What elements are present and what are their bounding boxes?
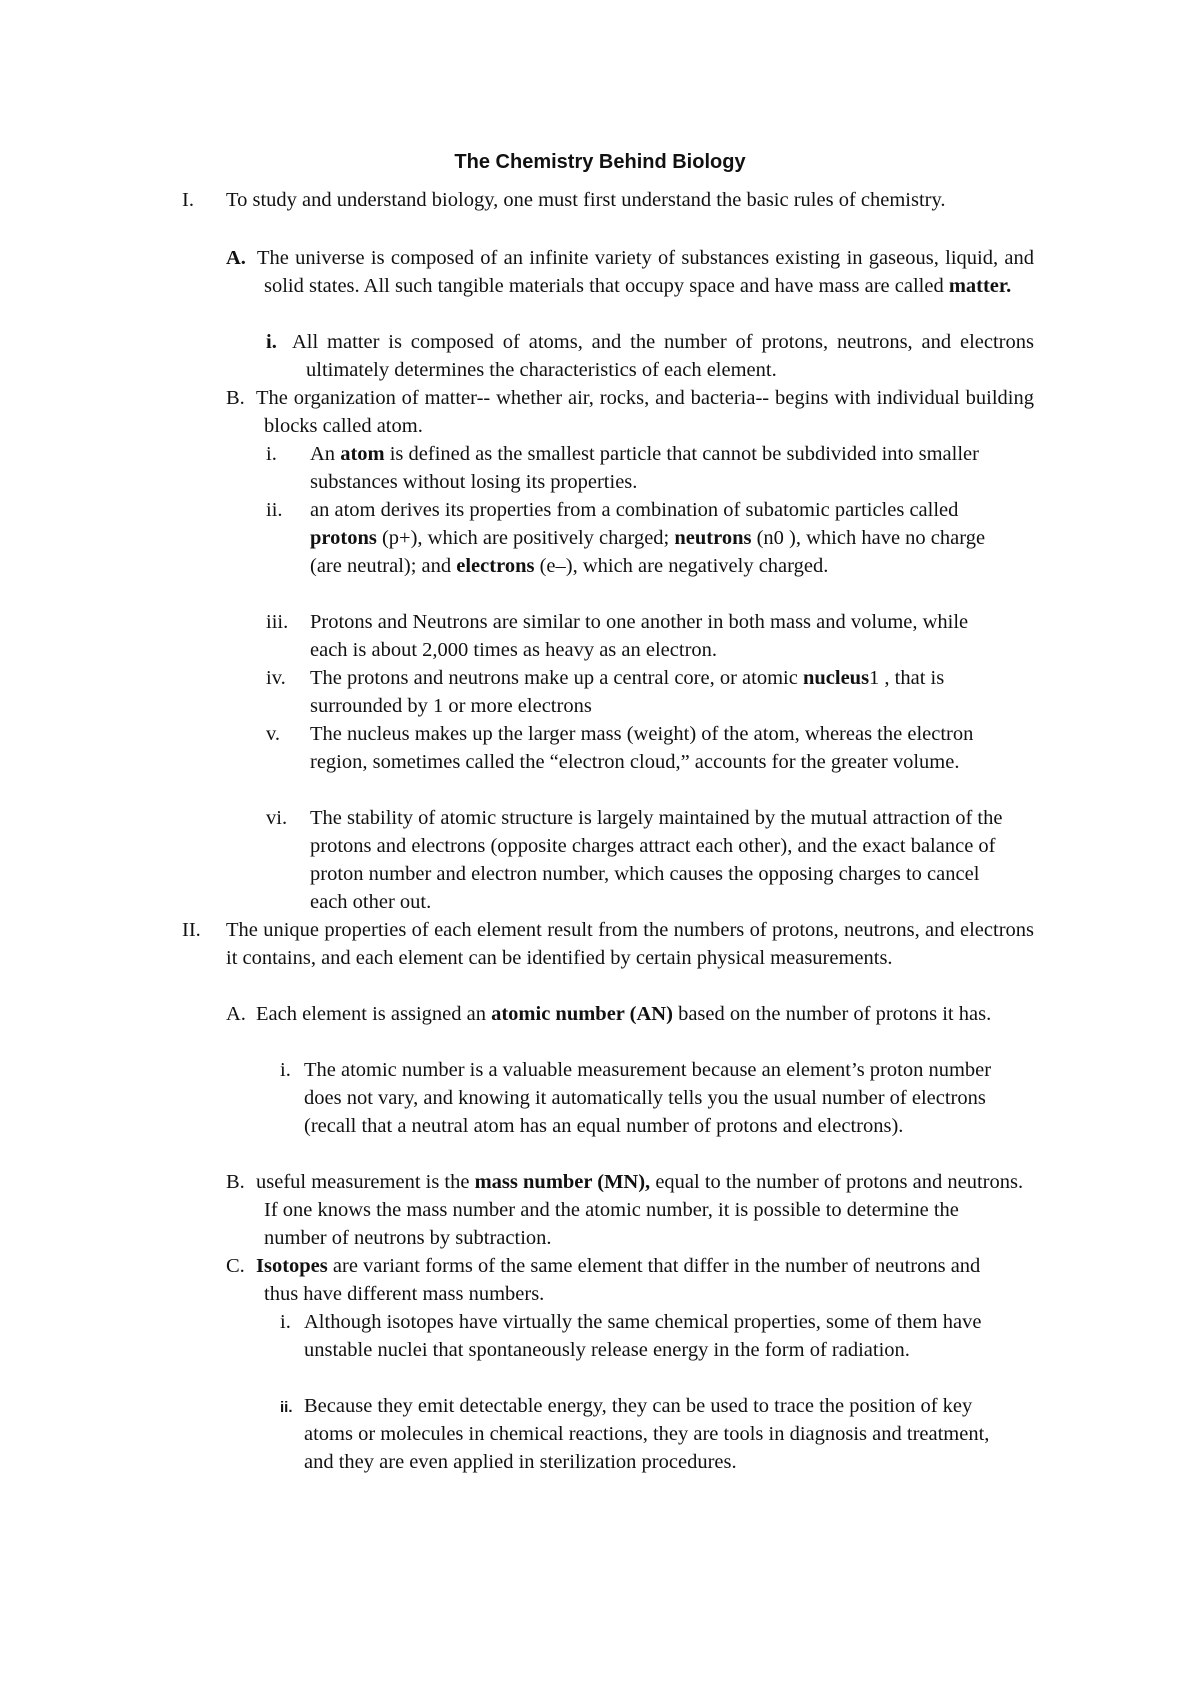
key-term-nucleus: nucleus: [802, 667, 870, 689]
subsection-text: [257, 244, 1034, 300]
subsection-label: B.: [226, 1171, 245, 1193]
item-text: Because they emit detectable energy, they can be used to trace the position of key atoms or molecules in chemical reactions, they are tools in diagnosis and treatment, and they are even applied in sterilization procedures.: [304, 1395, 990, 1473]
item-label: ii.: [266, 499, 283, 521]
subsection-text-part: useful measurement is the: [256, 1171, 475, 1193]
section-text: The unique properties of each element result from the numbers of protons, neutrons, and electrons it contains, and each element can be identified by certain physical measurements.: [226, 919, 1034, 969]
item-2-c-i: [0, 1308, 1200, 1392]
item-label: v.: [266, 723, 281, 745]
item-1-b-v: [0, 720, 1200, 804]
item-1-a-i: [0, 328, 1200, 384]
item-label: vi.: [266, 807, 288, 829]
section-1: [0, 186, 1200, 242]
subsection-label: A.: [226, 247, 246, 269]
item-1-b-ii: [0, 496, 1200, 608]
item-text-part: (n0 ), which have no charge (are neutral); and: [310, 527, 986, 577]
section-label: II.: [182, 919, 201, 941]
item-text-part: (p+), which are positively charged;: [376, 527, 675, 549]
section-label: I.: [182, 189, 194, 211]
subsection-text-part: equal to the number of protons and neutrons. If one knows the mass number and the atomic number, it is possible to determine the number of neutrons by subtraction.: [264, 1171, 1024, 1249]
key-term-atomic-number: atomic number (AN): [491, 1003, 673, 1025]
item-text: The nucleus makes up the larger mass (weight) of the atom, whereas the electron region, sometimes called the “electron cloud,” accounts for the greater volume.: [310, 723, 974, 773]
item-label: iii.: [266, 611, 289, 633]
subsection-1-a: [0, 244, 1200, 328]
subsection-2-a: [0, 1000, 1200, 1056]
item-text-part: The protons and neutrons make up a central core, or atomic: [310, 667, 803, 689]
item-text: Protons and Neutrons are similar to one another in both mass and volume, while each is about 2,000 times as heavy as an electron.: [310, 611, 969, 661]
item-1-b-iv: [0, 664, 1200, 720]
key-term-isotopes: Isotopes: [256, 1255, 328, 1277]
key-term-electrons: electrons: [456, 555, 535, 577]
item-1-b-iii: [0, 608, 1200, 664]
page-title: The Chemistry Behind Biology: [454, 151, 746, 173]
item-1-b-vi: [0, 804, 1200, 916]
subsection-text: [256, 1168, 1024, 1252]
subsection-text-part: are variant forms of the same element that differ in the number of neutrons and thus have different mass numbers.: [264, 1255, 981, 1305]
item-2-c-ii: [0, 1392, 1200, 1504]
key-term-mass-number: mass number (MN),: [474, 1171, 651, 1193]
subsection-label: A.: [226, 1003, 246, 1025]
subsection-text-part: Each element is assigned an: [256, 1003, 492, 1025]
subsection-text: The organization of matter-- whether air, rocks, and bacteria-- begins with individual building blocks called atom.: [256, 387, 1034, 437]
item-label: i.: [280, 1311, 291, 1333]
item-label: ii.: [280, 1399, 293, 1416]
item-text: [310, 664, 1022, 720]
item-1-b-i: [0, 440, 1200, 496]
item-label: iv.: [266, 667, 286, 689]
item-text-part: An: [310, 443, 341, 465]
item-label: i.: [266, 331, 277, 353]
item-text: All matter is composed of atoms, and the number of protons, neutrons, and electrons ultimately determines the characteristics of each element.: [292, 331, 1034, 381]
item-text: [310, 440, 1010, 496]
item-text-part: is defined as the smallest particle that cannot be subdivided into smaller substances without losing its properties.: [310, 443, 979, 493]
subsection-2-c: [0, 1252, 1200, 1308]
key-term-neutrons: neutrons: [674, 527, 752, 549]
key-term-atom: atom: [340, 443, 385, 465]
key-term-protons: protons: [310, 527, 377, 549]
subsection-text: [256, 1000, 1004, 1028]
item-text: Although isotopes have virtually the same chemical properties, some of them have unstable nuclei that spontaneously release energy in the form of radiation.: [304, 1311, 982, 1361]
subsection-label: C.: [226, 1255, 245, 1277]
item-text: The atomic number is a valuable measurement because an element’s proton number does not vary, and knowing it automatically tells you the usual number of electrons (recall that a neutral atom has an equal number of protons and electrons).: [304, 1059, 992, 1137]
item-label: i.: [266, 443, 277, 465]
item-label: i.: [280, 1059, 291, 1081]
item-text-part: an atom derives its properties from a combination of subatomic particles called: [310, 499, 959, 521]
subsection-text: [256, 1252, 1004, 1308]
subsection-text-part: based on the number of protons it has.: [672, 1003, 992, 1025]
item-text-part: 1 , that is surrounded by 1 or more electrons: [310, 667, 945, 717]
item-2-a-i: [0, 1056, 1200, 1168]
section-text: To study and understand biology, one must first understand the basic rules of chemistry.: [226, 189, 946, 211]
subsection-2-b: [0, 1168, 1200, 1252]
item-text: The stability of atomic structure is largely maintained by the mutual attraction of the protons and electrons (opposite charges attract each other), and the exact balance of proton number and electron number, which causes the opposing charges to cancel each other out.: [310, 807, 1003, 913]
section-2: [0, 916, 1200, 1000]
subsection-1-b: [0, 384, 1200, 440]
item-text-part: (e–), which are negatively charged.: [534, 555, 829, 577]
item-text: [310, 496, 1022, 580]
subsection-text-part: The universe is composed of an infinite variety of substances existing in gaseous, liquid, and solid states. All such tangible materials that occupy space and have mass are called: [257, 247, 1034, 297]
key-term-matter: matter.: [948, 275, 1012, 297]
subsection-label: B.: [226, 387, 245, 409]
